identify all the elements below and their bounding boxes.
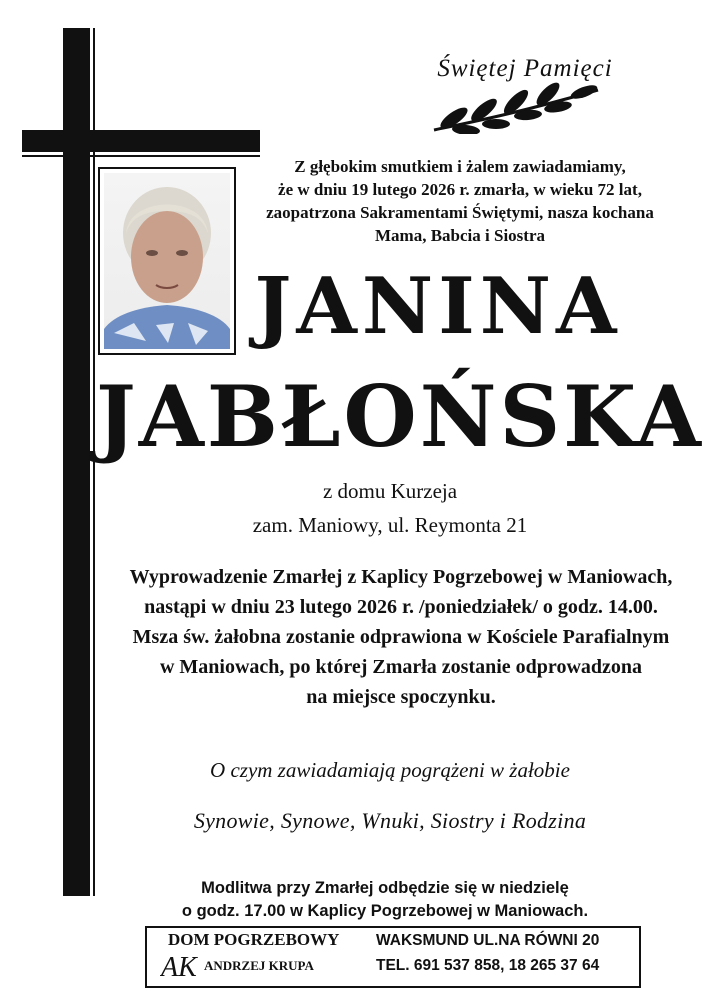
intro-line: że w dniu 19 lutego 2026 r. zmarła, w wieku 72 lat, [278,180,642,199]
funeral-home-logo-icon [160,950,202,982]
intro-announcement [230,155,690,247]
funeral-details [96,562,706,712]
intro-line: Mama, Babcia i Siostra [375,226,545,245]
portrait-icon [104,173,230,349]
family-list: Synowie, Synowe, Wnuki, Siostry i Rodzina [193,808,587,833]
header-title: Świętej Pamięci [437,55,613,82]
intro-line: Z głębokim smutkiem i żalem zawiadamiamy, [294,157,626,176]
funeral-home-name: DOM POGRZEBOWY [168,930,340,949]
funeral-home-owner: ANDRZEJ KRUPA [204,958,314,973]
residence-address: zam. Maniowy, ul. Reymonta 21 [252,513,528,537]
prayer-line: Modlitwa przy Zmarłej odbędzie się w niedzielę [201,879,569,897]
portrait-frame [98,167,236,355]
deceased-first-name: JANINA [254,261,622,352]
cross-icon [63,28,90,896]
cross-outline-vertical [93,28,95,896]
intro-line: zaopatrzona Sakramentami Świętymi, nasza kochana [266,203,654,222]
cross-outline-horizontal [22,155,260,157]
maiden-name: z domu Kurzeja [322,479,458,503]
funeral-line: w Maniowach, po której Zmarła zostanie odprowadzona [159,656,643,678]
portrait-photo [104,173,230,349]
cross-arm [22,130,260,152]
funeral-home-phones: TEL. 691 537 858, 18 265 37 64 [376,957,600,974]
prayer-notice [120,877,650,923]
funeral-line: na miejsce spoczynku. [306,686,496,708]
deceased-last-name: JABŁOŃSKA [96,367,704,466]
prayer-line: o godz. 17.00 w Kaplicy Pogrzebowej w Maniowach. [181,902,589,920]
funeral-line: Wyprowadzenie Zmarłej z Kaplicy Pogrzebowej w Maniowach, [129,566,673,588]
funeral-line: nastąpi w dniu 23 lutego 2026 r. /poniedziałek/ o godz. 14.00. [144,596,658,618]
logo-letters: AK [161,952,197,982]
funeral-line: Msza św. żałobna zostanie odprawiona w Kościele Parafialnym [132,626,670,648]
laurel-branch-icon [432,82,602,134]
mourners-intro: O czym zawiadamiają pogrążeni w żałobie [210,758,570,782]
funeral-home-address: WAKSMUND UL.NA RÓWNI 20 [376,932,600,949]
